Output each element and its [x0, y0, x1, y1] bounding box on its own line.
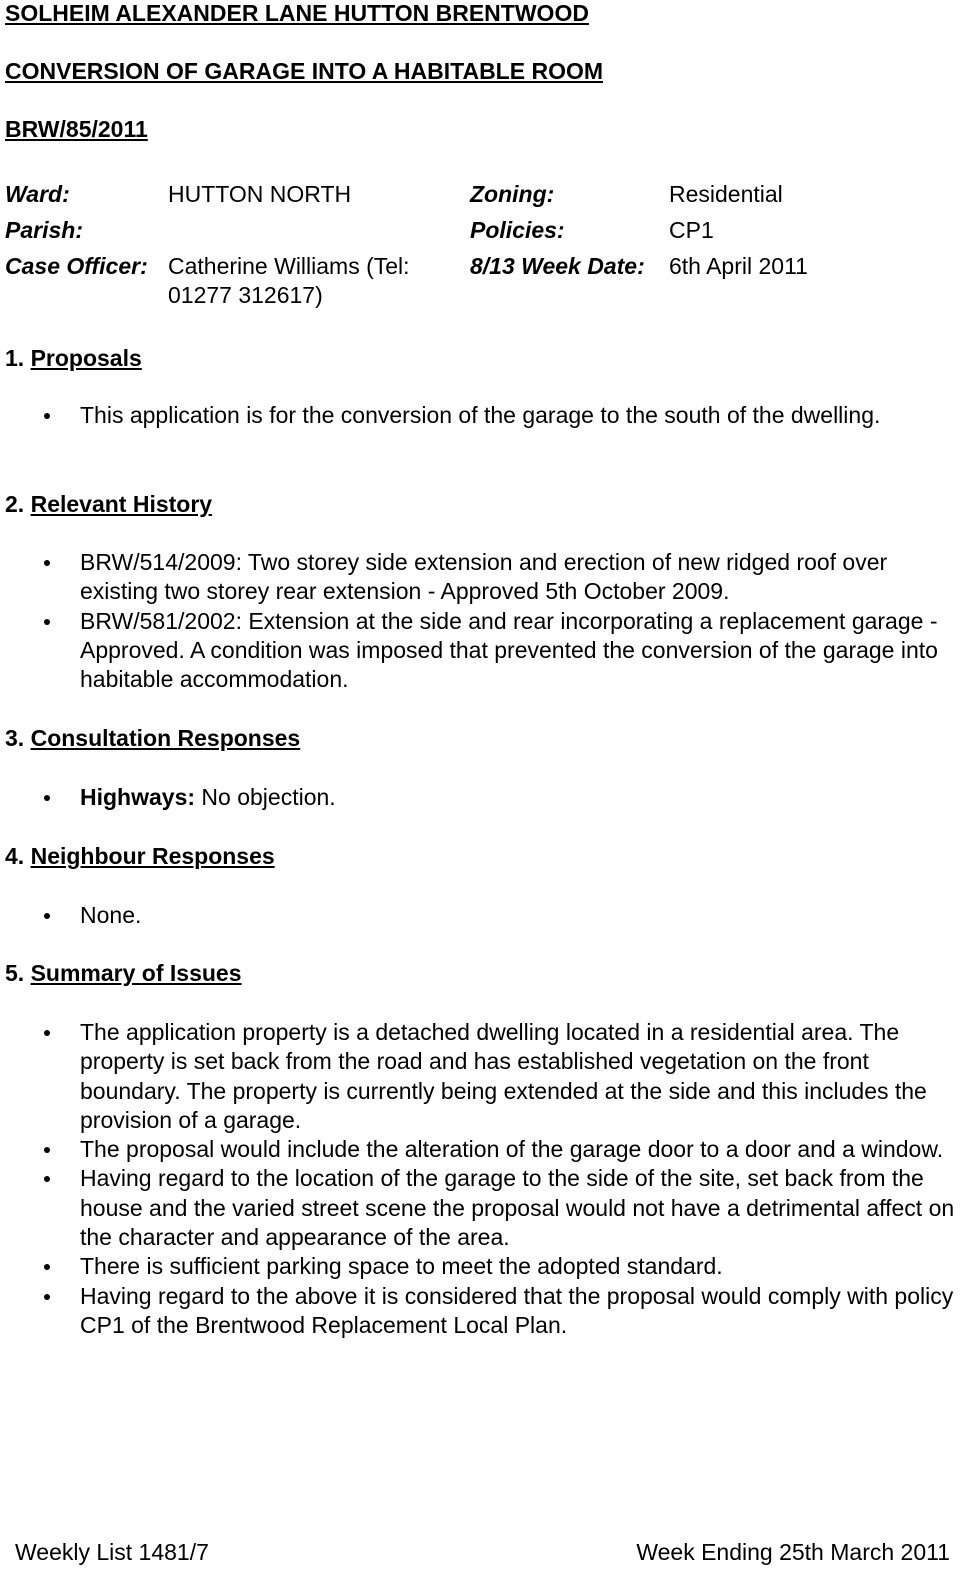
summary-list	[0, 1018, 960, 1340]
proposal-title: CONVERSION OF GARAGE INTO A HABITABLE ROOM	[5, 58, 604, 84]
site-address: SOLHEIM ALEXANDER LANE HUTTON BRENTWOOD	[5, 0, 589, 26]
ward-value: HUTTON NORTH	[168, 181, 352, 207]
section-title: Summary of Issues	[30, 960, 242, 986]
section-heading-summary	[5, 960, 242, 987]
section-title: Neighbour Responses	[30, 843, 275, 869]
parish-label: Parish:	[5, 217, 83, 243]
section-heading-proposals	[5, 345, 142, 372]
policies-label: Policies:	[470, 217, 565, 243]
list-item: BRW/514/2009: Two storey side extension and erection of new ridged roof over existing two storey rear extension - Approved 5th October 2009.	[0, 548, 960, 607]
policies-value: CP1	[669, 217, 714, 243]
case-officer-phone: 01277 312617)	[168, 282, 323, 308]
list-item: The application property is a detached dwelling located in a residential area. The property is set back from the road and has established vegetation on the front boundary. The property is currently being extended at the side and this includes the provision of a garage.	[0, 1018, 960, 1135]
section-heading-history	[5, 491, 212, 518]
zoning-value: Residential	[669, 181, 783, 207]
history-list	[0, 548, 960, 694]
section-title: Proposals	[30, 345, 142, 371]
list-item: Having regard to the location of the garage to the side of the site, set back from the house and the varied street scene the proposal would not have a detrimental affect on the character and appearance of the area.	[0, 1164, 960, 1252]
section-number: 2.	[5, 491, 25, 517]
section-number: 1.	[5, 345, 25, 371]
section-number: 5.	[5, 960, 25, 986]
footer-week-ending: Week Ending 25th March 2011	[636, 1539, 950, 1565]
section-number: 4.	[5, 843, 25, 869]
zoning-label: Zoning:	[470, 181, 555, 207]
consultation-list	[0, 783, 960, 812]
week-date-label: 8/13 Week Date:	[470, 253, 645, 279]
list-item	[0, 783, 960, 812]
list-item: The proposal would include the alteration of the garage door to a door and a window.	[0, 1135, 960, 1164]
consultee-response: No objection.	[195, 784, 336, 810]
case-officer-label: Case Officer:	[5, 253, 148, 279]
section-title: Relevant History	[30, 491, 213, 517]
list-item: BRW/581/2002: Extension at the side and rear incorporating a replacement garage - Approved. A condition was imposed that prevented the conversion of the garage into habitable accommodation.	[0, 607, 960, 695]
proposals-list	[0, 401, 960, 430]
section-heading-neighbour	[5, 843, 275, 870]
ward-label: Ward:	[5, 181, 70, 207]
application-reference: BRW/85/2011	[5, 116, 148, 142]
consultee-label: Highways:	[80, 784, 196, 810]
section-title: Consultation Responses	[30, 725, 301, 751]
list-item: There is sufficient parking space to meet the adopted standard.	[0, 1252, 960, 1281]
case-officer-name: Catherine Williams (Tel:	[168, 253, 410, 279]
neighbour-list	[0, 901, 960, 930]
footer-weekly-list: Weekly List 1481/7	[15, 1539, 209, 1565]
list-item: This application is for the conversion of the garage to the south of the dwelling.	[0, 401, 960, 430]
list-item: None.	[0, 901, 960, 930]
list-item: Having regard to the above it is considered that the proposal would comply with policy CP1 of the Brentwood Replacement Local Plan.	[0, 1282, 960, 1341]
section-heading-consultation	[5, 725, 300, 752]
week-date-value: 6th April 2011	[669, 253, 808, 279]
section-number: 3.	[5, 725, 25, 751]
